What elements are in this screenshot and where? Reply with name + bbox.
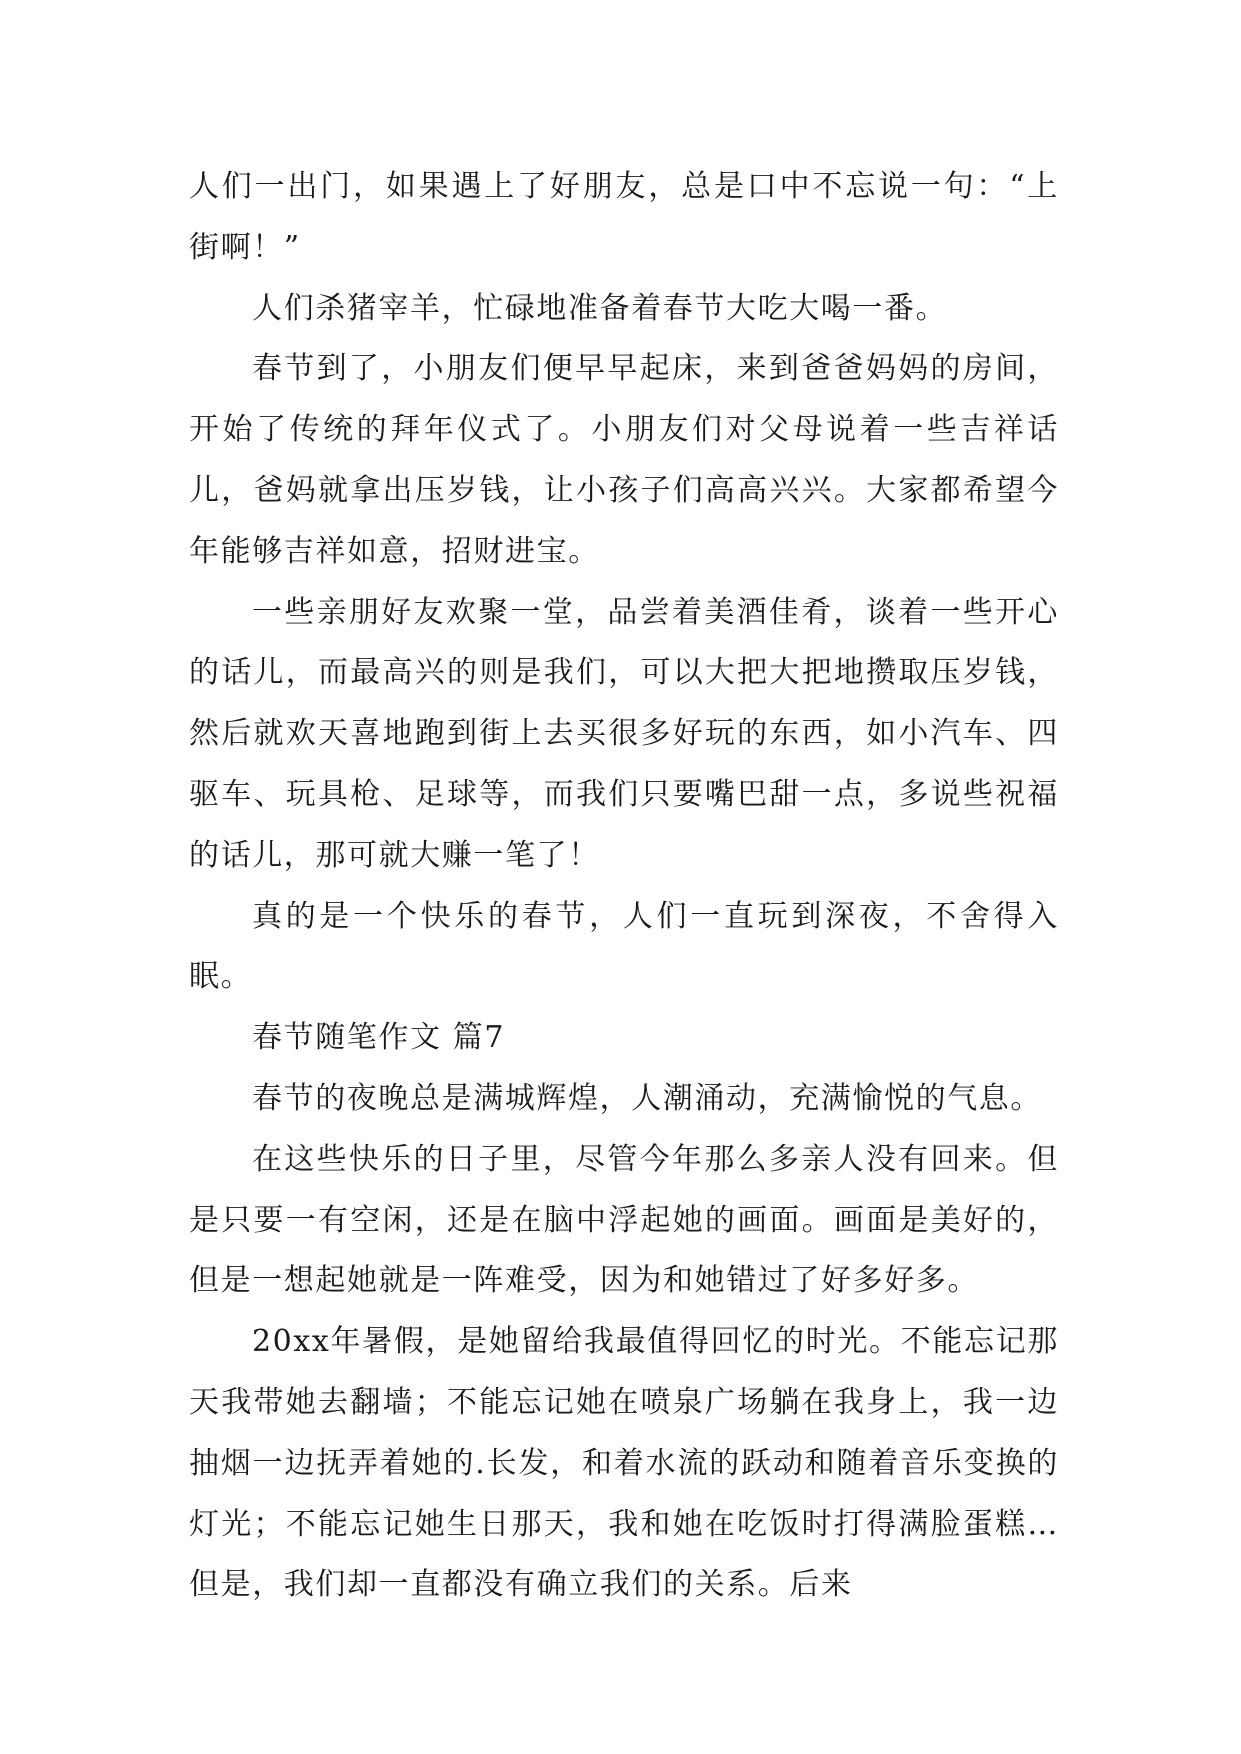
paragraph: 人们杀猪宰羊，忙碌地准备着春节大吃大喝一番。 <box>252 290 948 326</box>
section-heading: 春节随笔作文 篇7 <box>252 1020 506 1056</box>
paragraph: 20xx年暑假，是她留给我最值得回忆的时光。不能忘记那天我带她去翻墙；不能忘记她在喷泉广场躺在我身上，我一边抽烟一边抚弄着她的.长发，和着水流的跃动和随着音乐变换的灯光；不能忘记她生日那天，我和她在吃饭时打得满脸蛋糕…但是，我们却一直都没有确立我们的关系。后来 <box>189 1324 1059 1603</box>
paragraph: 人们一出门，如果遇上了好朋友，总是口中不忘说一句：“上街啊！” <box>189 169 1059 265</box>
paragraph: 春节的夜晚总是满城辉煌，人潮涌动，充满愉悦的气息。 <box>252 1080 1042 1116</box>
body-text <box>189 157 1059 1616</box>
paragraph: 在这些快乐的日子里，尽管今年那么多亲人没有回来。但是只要一有空闲，还是在脑中浮起她的画面。画面是美好的，但是一想起她就是一阵难受，因为和她错过了好多好多。 <box>189 1141 1059 1299</box>
paragraph: 一些亲朋好友欢聚一堂，品尝着美酒佳肴，谈着一些开心的话儿，而最高兴的则是我们，可以大把大把地攒取压岁钱，然后就欢天喜地跑到街上去买很多好玩的东西，如小汽车、四驱车、玩具枪、足球等，而我们只要嘴巴甜一点，多说些祝福的话儿，那可就大赚一笔了！ <box>189 594 1059 873</box>
paragraph: 春节到了，小朋友们便早早起床，来到爸爸妈妈的房间，开始了传统的拜年仪式了。小朋友们对父母说着一些吉祥话儿，爸妈就拿出压岁钱，让小孩子们高高兴兴。大家都希望今年能够吉祥如意，招财进宝。 <box>189 351 1059 569</box>
paragraph: 真的是一个快乐的春节，人们一直玩到深夜，不舍得入眠。 <box>189 898 1059 995</box>
